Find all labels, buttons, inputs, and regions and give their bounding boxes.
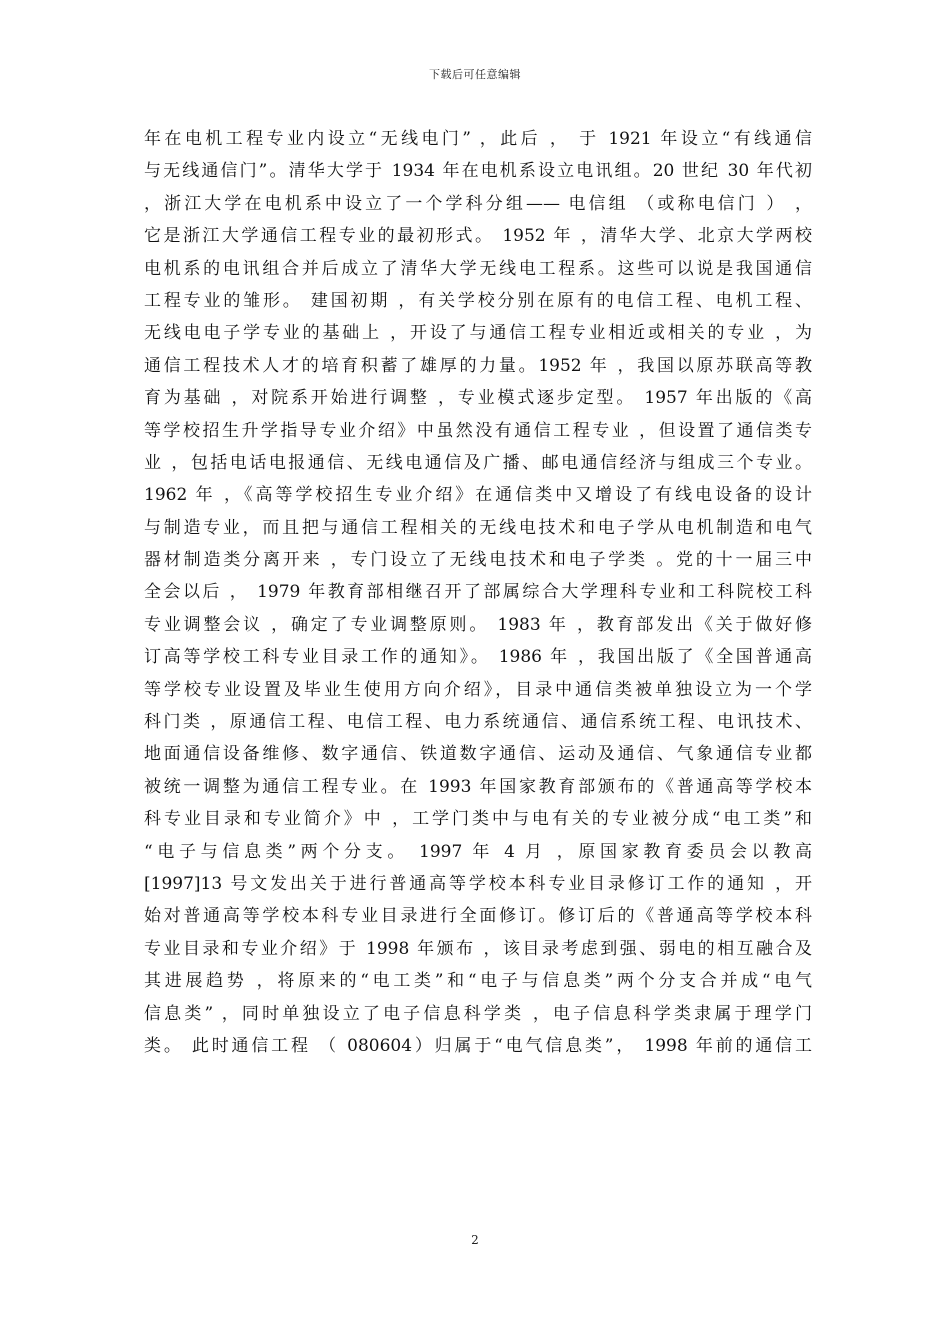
body-line: 它是浙江大学通信工程专业的最初形式。 1952 年 ，清华大学、北京大学两校 xyxy=(144,226,812,247)
body-line: 器材制造类分离开来 ，专门设立了无线电技术和电子学类 。党的十一届三中 xyxy=(144,550,812,571)
body-line: 科专业目录和专业简介》中 ，工学门类中与电有关的专业被分成“电工类”和 xyxy=(144,809,812,830)
body-line: “电子与信息类”两个分支。 1997 年 4 月 ，原国家教育委员会以教高 xyxy=(144,841,812,862)
body-line: 类。 此时通信工程 （ 080604）归属于“电气信息类”， 1998 年前的通信工 xyxy=(144,1035,812,1056)
body-line: 被统一调整为通信工程专业。在 1993 年国家教育部颁布的《普通高等学校本 xyxy=(144,776,812,797)
body-line: 与无线通信门”。清华大学于 1934 年在电机系设立电讯组。20 世纪 30 年代初 xyxy=(144,161,812,182)
body-line: 年在电机工程专业内设立“无线电门” ，此后 ， 于 1921 年设立“有线通信 xyxy=(144,129,812,149)
body-line: 育为基础 ，对院系开始进行调整 ，专业模式逐步定型。 1957 年出版的《高 xyxy=(144,388,812,409)
body-line: 工程专业的雏形。 建国初期 ，有关学校分别在原有的电信工程、电机工程、 xyxy=(144,290,812,311)
body-line: [1997]13 号文发出关于进行普通高等学校本科专业目录修订工作的通知 ，开 xyxy=(144,873,812,894)
body-line: 等学校招生升学指导专业介绍》中虽然没有通信工程专业 ，但设置了通信类专 xyxy=(144,420,812,441)
body-line: 与制造专业，而且把与通信工程相关的无线电技术和电子学从电机制造和电气 xyxy=(144,517,812,538)
body-line: 通信工程技术人才的培育积蓄了雄厚的力量。1952 年 ，我国以原苏联高等教 xyxy=(144,355,812,376)
body-line: 电机系的电讯组合并后成立了清华大学无线电工程系。这些可以说是我国通信 xyxy=(144,258,812,279)
page-header: 下载后可任意编辑 xyxy=(429,68,521,81)
body-line: 信息类” ，同时单独设立了电子信息科学类 ，电子信息科学类隶属于理学门 xyxy=(144,1003,812,1024)
body-line: 无线电电子学专业的基础上 ，开设了与通信工程专业相近或相关的专业 ，为 xyxy=(144,323,812,344)
body-line: ，浙江大学在电机系中设立了一个学科分组—— 电信组 （或称电信门 ） ， xyxy=(144,193,812,214)
body-line: 1962 年 ，《高等学校招生专业介绍》在通信类中又增设了有线电设备的设计 xyxy=(144,485,812,506)
body-text xyxy=(144,123,812,1062)
body-line: 订高等学校工科专业目录工作的通知》。 1986 年 ，我国出版了《全国普通高 xyxy=(144,647,812,668)
body-line: 等学校专业设置及毕业生使用方向介绍》，目录中通信类被单独设立为一个学 xyxy=(144,679,812,700)
page-number: 2 xyxy=(471,1233,479,1247)
body-line: 专业目录和专业介绍》于 1998 年颁布 ，该目录考虑到强、弱电的相互融合及 xyxy=(144,938,812,959)
body-line: 专业调整会议 ，确定了专业调整原则。 1983 年 ，教育部发出《关于做好修 xyxy=(144,614,812,635)
body-line: 始对普通高等学校本科专业目录进行全面修订。修订后的《普通高等学校本科 xyxy=(144,906,812,927)
body-line: 科门类 ，原通信工程、电信工程、电力系统通信、通信系统工程、电讯技术、 xyxy=(144,712,812,733)
body-line: 其进展趋势 ，将原来的“电工类”和“电子与信息类”两个分支合并成“电气 xyxy=(144,971,812,992)
body-line: 业 ，包括电话电报通信、无线电通信及广播、邮电通信经济与组成三个专业。 xyxy=(144,452,812,473)
body-line: 地面通信设备维修、数字通信、铁道数字通信、运动及通信、气象通信专业都 xyxy=(144,744,812,765)
body-line: 全会以后 ， 1979 年教育部相继召开了部属综合大学理科专业和工科院校工科 xyxy=(144,582,812,603)
